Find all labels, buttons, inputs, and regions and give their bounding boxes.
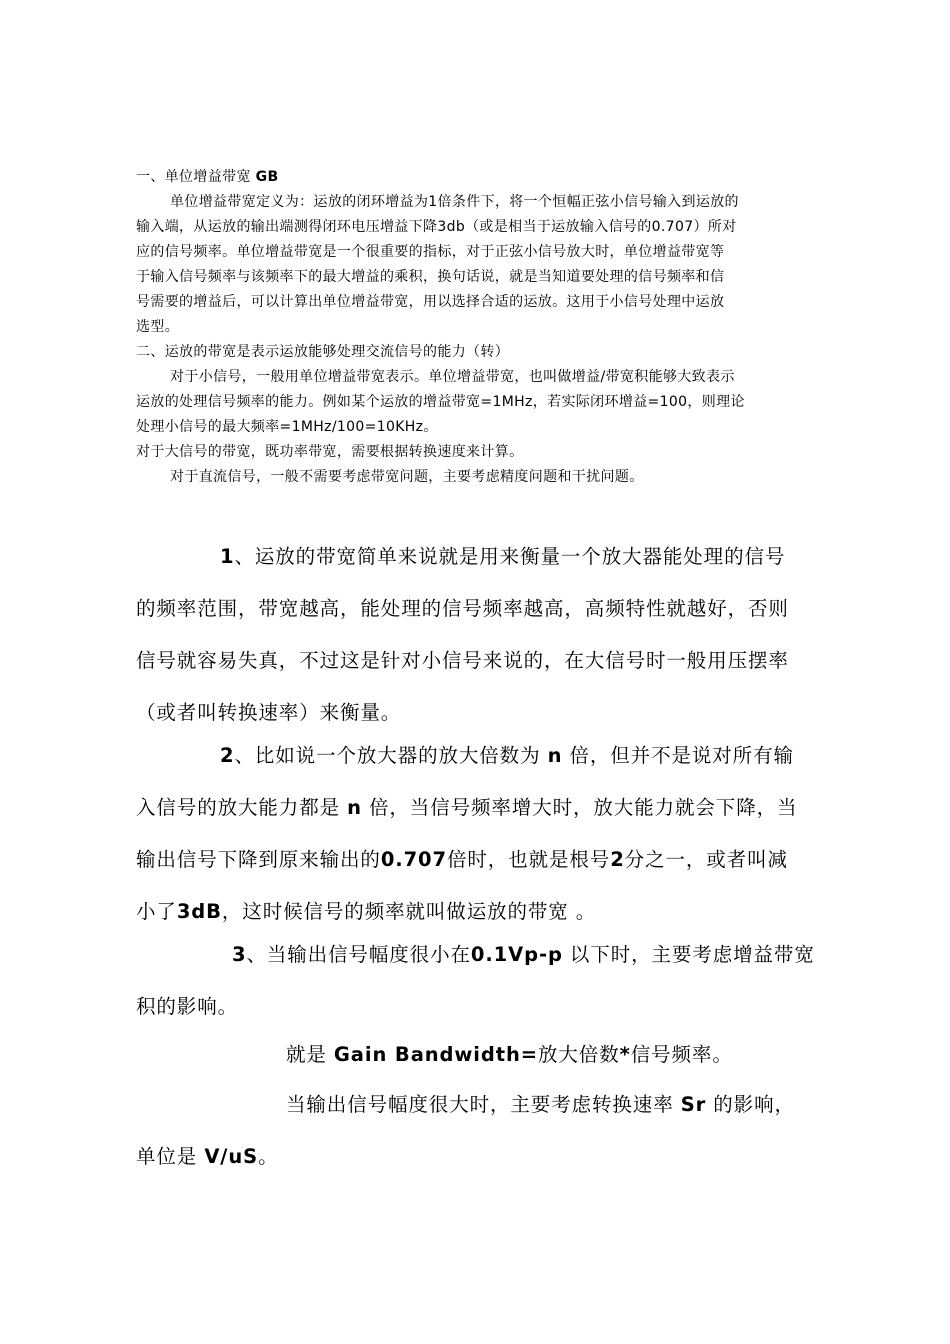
point3-line-2: 积的影响。 bbox=[136, 995, 239, 1018]
slew-rate-line: 当输出信号幅度很大时，主要考虑转换速率 Sr 的影响， bbox=[286, 1093, 795, 1116]
section1-line-4: 于输入信号频率与该频率下的最大增益的乘积，换句话说，就是当知道要处理的信号频率和信 bbox=[136, 269, 725, 285]
gain-bandwidth-formula: 就是 Gain Bandwidth=放大倍数*信号频率。 bbox=[286, 1043, 733, 1066]
point3-number: 3 bbox=[232, 943, 247, 966]
point2-line-4: 小了3dB，这时候信号的频率就叫做运放的带宽 。 bbox=[136, 900, 597, 923]
point2-number: 2 bbox=[220, 744, 235, 767]
point1-line-2: 的频率范围，带宽越高，能处理的信号频率越高，高频特性就越好，否则 bbox=[136, 597, 789, 620]
section1-line-5: 号需要的增益后，可以计算出单位增益带宽，用以选择合适的运放。这用于小信号处理中运放 bbox=[136, 294, 725, 310]
point3-line-1: 3、当输出信号幅度很小在0.1Vp-p 以下时，主要考虑增益带宽 bbox=[232, 943, 815, 966]
section2-heading: 二、运放的带宽是表示运放能够处理交流信号的能力（转） bbox=[136, 344, 510, 360]
point2-line-3: 输出信号下降到原来输出的0.707倍时，也就是根号2分之一，或者叫减 bbox=[136, 848, 788, 871]
point2-line-2: 入信号的放大能力都是 n 倍，当信号频率增大时，放大能力就会下降，当 bbox=[136, 796, 798, 819]
section1-heading-bold: GB bbox=[255, 169, 279, 185]
section2-line-5: 对于直流信号，一般不需要考虑带宽问题，主要考虑精度问题和干扰问题。 bbox=[170, 469, 644, 485]
section2-line-2: 运放的处理信号频率的能力。例如某个运放的增益带宽=1MHz，若实际闭环增益=100，则理论 bbox=[136, 394, 745, 410]
point1-line-1: 1、运放的带宽简单来说就是用来衡量一个放大器能处理的信号 bbox=[220, 545, 786, 568]
point2-line-1: 2、比如说一个放大器的放大倍数为 n 倍，但并不是说对所有输 bbox=[220, 744, 794, 767]
section2-line-3: 处理小信号的最大频率=1MHz/100=10KHz。 bbox=[136, 419, 438, 435]
unit-line: 单位是 V/uS。 bbox=[136, 1145, 279, 1168]
section2-line-1: 对于小信号，一般用单位增益带宽表示。单位增益带宽，也叫做增益/带宽积能够大致表示 bbox=[170, 369, 735, 385]
section1-heading-text: 一、单位增益带宽 bbox=[136, 169, 256, 185]
point1-line-3: 信号就容易失真，不过这是针对小信号来说的，在大信号时一般用压摆率 bbox=[136, 649, 789, 672]
section1-line-3: 应的信号频率。单位增益带宽是一个很重要的指标，对于正弦小信号放大时，单位增益带宽等 bbox=[136, 244, 725, 260]
section1-line-1: 单位增益带宽定义为：运放的闭环增益为1倍条件下，将一个恒幅正弦小信号输入到运放的 bbox=[170, 194, 739, 210]
point1-line-4: （或者叫转换速率）来衡量。 bbox=[136, 701, 402, 724]
section1-line-2: 输入端，从运放的输出端测得闭环电压增益下降3db（或是相当于运放输入信号的0.707）所对 bbox=[136, 219, 737, 235]
section1-heading bbox=[136, 165, 828, 190]
section2-line-4: 对于大信号的带宽，既功率带宽，需要根据转换速度来计算。 bbox=[136, 444, 524, 460]
section1-line-6: 选型。 bbox=[136, 319, 180, 335]
point1-number: 1 bbox=[220, 545, 235, 568]
